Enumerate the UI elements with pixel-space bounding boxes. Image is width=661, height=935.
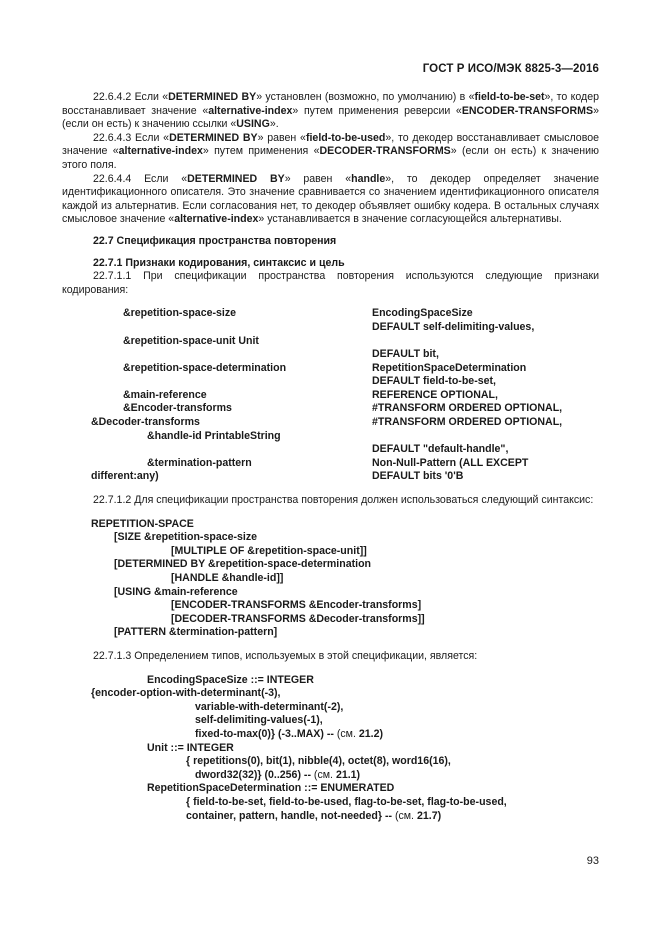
property-default: DEFAULT field-to-be-set,: [372, 375, 496, 388]
type-definitions-block: [62, 674, 599, 824]
syntax-line: [USING &main-reference: [114, 585, 238, 598]
property-type: REFERENCE OPTIONAL,: [372, 388, 498, 401]
property-type: #TRANSFORM ORDERED OPTIONAL,: [372, 416, 563, 429]
cross-reference: (см.: [394, 809, 415, 822]
property-type: RepetitionSpaceDetermination: [372, 361, 527, 374]
property-name: &main-reference: [123, 388, 207, 401]
type-line: container, pattern, handle, not-needed} -- (см. 21.7): [186, 809, 442, 822]
paragraph-22-7-1-1: 22.7.1.1 При спецификации пространства повторения используются следующие признаки кодирования:: [62, 270, 599, 296]
cross-reference: (см.: [313, 768, 333, 781]
type-line: { field-to-be-set, field-to-be-used, flag-to-be-set, flag-to-be-used,: [186, 795, 507, 808]
property-default: DEFAULT bits '0'B: [372, 470, 464, 483]
type-line: {encoder-option-with-determinant(-3),: [91, 687, 281, 700]
property-name: &Decoder-transforms: [91, 416, 200, 429]
syntax-line: [DETERMINED BY &repetition-space-determination: [114, 558, 372, 571]
syntax-line: [HANDLE &handle-id]]: [171, 572, 284, 584]
cross-reference: (см.: [336, 727, 356, 740]
property-default: DEFAULT bit,: [372, 348, 439, 361]
property-type: EncodingSpaceSize: [372, 307, 473, 320]
type-line: dword32(32)} (0..256) -- (см. 21.1): [195, 768, 361, 781]
property-name-continued: different:any): [91, 470, 159, 483]
property-name: &repetition-space-unit Unit: [123, 334, 259, 347]
type-line: fixed-to-max(0)} (-3..MAX) -- (см. 21.2): [195, 727, 384, 740]
paragraph-22-7-1-3: 22.7.1.3 Определением типов, используемых в этой спецификации, является:: [93, 649, 478, 662]
syntax-line: REPETITION-SPACE: [91, 517, 194, 530]
paragraph-22-6-4-3: 22.6.4.3 Если «DETERMINED BY» равен «field-to-be-used», то декодер восстанавливает смысловое значение «alternative-index» путем применения «DECODER-TRANSFORMS» (если он есть) к значению этого поля.: [62, 131, 599, 171]
property-name: &termination-pattern: [147, 456, 252, 469]
type-line: Unit ::= INTEGER: [147, 741, 234, 754]
cross-reference-number: 21.1): [335, 768, 361, 781]
cross-reference-number: 21.2): [358, 727, 384, 740]
syntax-line: [MULTIPLE OF &repetition-space-unit]]: [171, 544, 367, 557]
syntax-line: [DECODER-TRANSFORMS &Decoder-transforms]]: [171, 612, 425, 625]
paragraph-22-7-1-2: 22.7.1.2 Для спецификации пространства повторения должен использоваться следующий синтаксис:: [93, 494, 594, 507]
property-name: &repetition-space-determination: [123, 361, 287, 374]
syntax-line: [PATTERN &termination-pattern]: [114, 626, 278, 639]
type-line: { repetitions(0), bit(1), nibble(4), octet(8), word16(16),: [186, 755, 451, 768]
type-line: RepetitionSpaceDetermination ::= ENUMERATED: [147, 782, 395, 795]
type-line: variable-with-determinant(-2),: [195, 700, 344, 713]
encoding-properties-block: [62, 307, 599, 484]
document-header: ГОСТ Р ИСО/МЭК 8825-3—2016: [422, 63, 599, 75]
page-body: [62, 91, 599, 823]
property-type: #TRANSFORM ORDERED OPTIONAL,: [372, 402, 563, 415]
property-name: &handle-id PrintableString: [147, 429, 281, 442]
type-line: self-delimiting-values(-1),: [195, 714, 323, 727]
property-default: DEFAULT self-delimiting-values,: [372, 320, 535, 333]
property-default: DEFAULT "default-handle",: [372, 443, 509, 456]
section-heading-22-7: 22.7 Спецификация пространства повторения: [93, 234, 337, 247]
paragraph-22-6-4-4: 22.6.4.4 Если «DETERMINED BY» равен «handle», то декодер определяет значение идентификационного описателя. Это значение сравнивается со значением идентификационного описателя каждой из альтернатив. Если согласования нет, то декодер объявляет ошибку кодера. В остальных случаях смысловое значение «alternative-index» устанавливается в значение согласующейся альтернативы.: [62, 172, 599, 226]
property-name: &repetition-space-size: [123, 307, 237, 320]
section-heading-22-7-1: 22.7.1 Признаки кодирования, синтаксис и цель: [93, 256, 345, 269]
property-name: &Encoder-transforms: [123, 402, 232, 415]
syntax-line: [SIZE &repetition-space-size: [114, 531, 258, 544]
type-line: EncodingSpaceSize ::= INTEGER: [147, 673, 314, 686]
syntax-line: [ENCODER-TRANSFORMS &Encoder-transforms]: [171, 599, 422, 612]
page-number: 93: [586, 855, 599, 867]
repetition-space-syntax-block: [62, 518, 599, 640]
paragraph-22-6-4-2: 22.6.4.2 Если «DETERMINED BY» установлен (возможно, по умолчанию) в «field-to-be-set», то кодер восстанавливает значение «alternative-index» путем применения реверсии «ENCODER-TRANSFORMS» (если он есть) к значению ссылки «USING».: [62, 91, 599, 131]
property-type: Non-Null-Pattern (ALL EXCEPT: [372, 456, 529, 469]
cross-reference-number: 21.7): [416, 809, 442, 822]
